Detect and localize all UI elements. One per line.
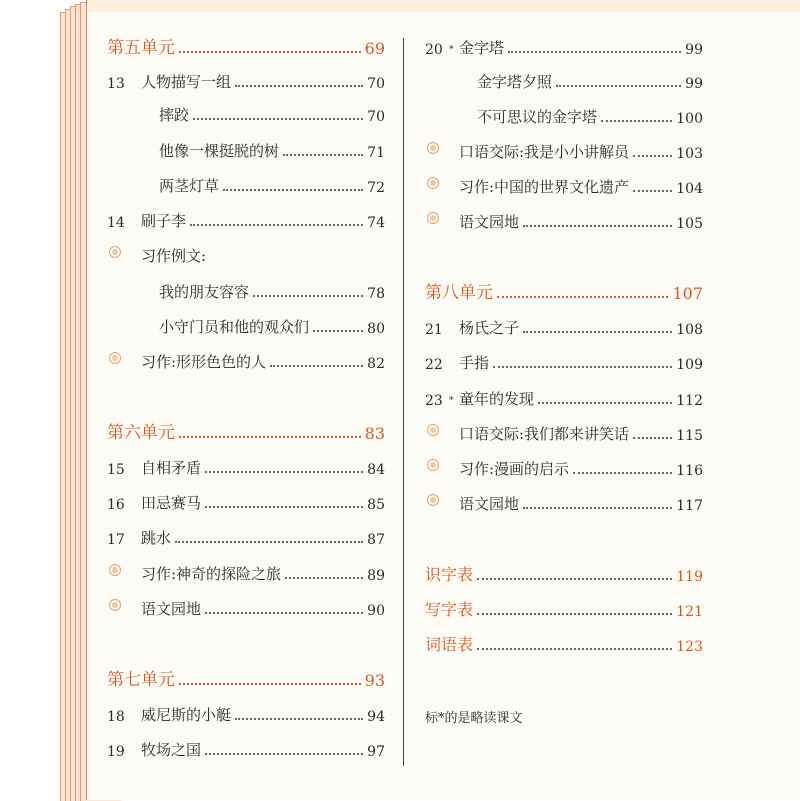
section-title: 口语交际:我们都来讲笑话 <box>459 425 630 443</box>
page-number: 112 <box>676 393 703 409</box>
toc-entry[interactable] <box>107 313 385 337</box>
page-number: 117 <box>676 498 703 514</box>
sub-lesson-title: 摔跤 <box>159 106 190 124</box>
appendix-title: 识字表 <box>425 565 474 584</box>
dot-leader <box>508 51 681 53</box>
lesson-title: 刷子李 <box>141 212 187 230</box>
dot-leader <box>538 402 672 404</box>
dot-leader <box>190 224 363 226</box>
page-number: 85 <box>367 497 385 513</box>
section-title: 习作:神奇的探险之旅 <box>141 565 282 583</box>
sub-lesson-title: 他像一棵挺脱的树 <box>159 142 280 160</box>
section-title: 语文园地 <box>459 495 520 513</box>
toc-entry[interactable] <box>425 34 703 58</box>
toc-entry[interactable] <box>107 595 385 619</box>
dot-leader <box>253 295 363 297</box>
dot-leader <box>313 330 363 332</box>
page-number: 104 <box>676 181 703 197</box>
section-title: 习作例文: <box>141 247 207 265</box>
lesson-title: 人物描写一组 <box>141 73 232 91</box>
dot-leader <box>493 366 672 368</box>
dot-leader <box>283 154 363 156</box>
lesson-title: 金字塔 <box>459 39 505 57</box>
dot-leader <box>556 85 681 87</box>
dot-leader <box>633 190 672 192</box>
circle-bullet-icon <box>427 212 439 224</box>
bullet-wrap <box>425 142 459 162</box>
page-number: 74 <box>367 215 385 231</box>
lesson-title: 跳水 <box>141 529 172 547</box>
dot-leader <box>179 683 361 685</box>
dot-leader <box>601 120 672 122</box>
bullet-wrap <box>425 212 459 232</box>
page-number: 115 <box>676 428 703 444</box>
toc-entry[interactable] <box>107 101 385 125</box>
lesson-title: 童年的发现 <box>459 390 535 408</box>
skim-star-marker: * <box>449 396 454 406</box>
toc-entry[interactable] <box>425 138 703 162</box>
unit-title: 第七单元 <box>107 670 175 690</box>
lesson-number: 16 <box>107 497 125 513</box>
toc-entry[interactable] <box>107 137 385 161</box>
circle-bullet-icon <box>109 352 121 364</box>
circle-bullet-icon <box>109 246 121 258</box>
circle-bullet-icon <box>427 424 439 436</box>
dot-leader <box>235 718 363 720</box>
circle-bullet-icon <box>427 142 439 154</box>
toc-entry[interactable] <box>425 349 703 373</box>
dot-leader <box>285 577 363 579</box>
page-number: 94 <box>367 709 385 725</box>
toc-unit-heading[interactable] <box>107 419 385 443</box>
bullet-wrap <box>425 494 459 514</box>
sub-lesson-title: 我的朋友容容 <box>159 283 250 301</box>
page-number: 103 <box>676 146 703 162</box>
page-number: 78 <box>367 286 385 302</box>
lesson-number: 22 <box>425 357 443 373</box>
toc-entry[interactable] <box>107 348 385 372</box>
toc-entry[interactable] <box>425 490 703 514</box>
circle-bullet-icon <box>427 459 439 471</box>
lesson-number: 20 <box>425 42 443 58</box>
unit-title: 第八单元 <box>425 283 493 303</box>
page-number: 87 <box>367 532 385 548</box>
circle-bullet-icon <box>109 599 121 611</box>
circle-bullet-icon <box>427 494 439 506</box>
bullet-wrap <box>107 564 141 584</box>
lesson-title: 威尼斯的小艇 <box>141 706 232 724</box>
page-top-band <box>88 0 800 12</box>
section-title: 习作:中国的世界文化遗产 <box>459 178 630 196</box>
unit-title: 第六单元 <box>107 423 175 443</box>
dot-leader <box>205 612 363 614</box>
dot-leader <box>270 365 363 367</box>
page-number: 121 <box>676 604 703 620</box>
dot-leader <box>223 189 363 191</box>
sub-lesson-title: 金字塔夕照 <box>477 73 553 91</box>
page-number: 82 <box>367 356 385 372</box>
dot-leader <box>205 471 363 473</box>
lesson-number: 15 <box>107 462 125 478</box>
section-title: 语文园地 <box>459 213 520 231</box>
lesson-number: 19 <box>107 744 125 760</box>
appendix-title: 词语表 <box>425 635 474 654</box>
dot-leader <box>523 225 672 227</box>
appendix-entry[interactable] <box>425 631 703 655</box>
lesson-number: 17 <box>107 532 125 548</box>
skim-star-marker: * <box>449 45 454 55</box>
dot-leader <box>523 331 672 333</box>
lesson-number: 13 <box>107 76 125 92</box>
bullet-wrap <box>107 352 141 372</box>
toc-unit-heading[interactable] <box>107 34 385 58</box>
unit-title: 第五单元 <box>107 38 175 58</box>
lesson-title: 自相矛盾 <box>141 459 202 477</box>
toc-entry[interactable] <box>425 314 703 338</box>
page-number: 108 <box>676 322 703 338</box>
page-number: 69 <box>364 39 385 58</box>
dot-leader <box>497 296 668 298</box>
bullet-wrap <box>425 177 459 197</box>
dot-leader <box>573 472 672 474</box>
toc-entry[interactable] <box>425 68 703 92</box>
toc-unit-heading[interactable] <box>425 279 703 303</box>
toc-entry[interactable] <box>425 173 703 197</box>
page-number: 107 <box>672 284 703 303</box>
lesson-title: 手指 <box>459 354 490 372</box>
sub-lesson-title: 不可思议的金字塔 <box>477 108 598 126</box>
toc-entry[interactable] <box>107 172 385 196</box>
toc-entry[interactable] <box>425 208 703 232</box>
section-title: 习作:形形色色的人 <box>141 353 267 371</box>
dot-leader <box>477 613 672 615</box>
lesson-number: 23 <box>425 393 443 409</box>
dot-leader <box>193 118 363 120</box>
page-number: 70 <box>367 109 385 125</box>
page-number: 72 <box>367 180 385 196</box>
reading-note: 标*的是略读课文 <box>425 711 523 726</box>
page-number: 83 <box>364 424 385 443</box>
section-title: 语文园地 <box>141 600 202 618</box>
bullet-wrap <box>107 246 141 266</box>
toc-entry[interactable] <box>107 68 385 92</box>
page-number: 119 <box>676 569 703 585</box>
lesson-number: 18 <box>107 709 125 725</box>
circle-bullet-icon <box>427 177 439 189</box>
sub-lesson-title: 小守门员和他的观众们 <box>159 318 310 336</box>
page-number: 90 <box>367 603 385 619</box>
toc-entry[interactable] <box>425 385 703 409</box>
section-title: 习作:漫画的启示 <box>459 460 570 478</box>
toc-entry[interactable] <box>107 524 385 548</box>
page-number: 99 <box>685 76 703 92</box>
lesson-number: 21 <box>425 322 443 338</box>
toc-entry[interactable] <box>425 455 703 479</box>
section-title: 口语交际:我是小小讲解员 <box>459 143 630 161</box>
appendix-entry[interactable] <box>425 596 703 620</box>
toc-entry[interactable] <box>107 701 385 725</box>
lesson-title: 杨氏之子 <box>459 319 520 337</box>
page-number: 105 <box>676 216 703 232</box>
toc-entry[interactable] <box>107 489 385 513</box>
page-number: 116 <box>676 463 703 479</box>
lesson-title: 牧场之国 <box>141 741 202 759</box>
appendix-title: 写字表 <box>425 600 474 619</box>
page-number: 84 <box>367 462 385 478</box>
toc-entry[interactable] <box>107 207 385 231</box>
dot-leader <box>633 155 672 157</box>
page-number: 71 <box>367 145 385 161</box>
circle-bullet-icon <box>109 564 121 576</box>
appendix-entry[interactable] <box>425 561 703 585</box>
page-number: 123 <box>676 639 703 655</box>
bullet-wrap <box>425 459 459 479</box>
dot-leader <box>523 507 672 509</box>
toc-unit-heading[interactable] <box>107 666 385 690</box>
lesson-number: 14 <box>107 215 125 231</box>
toc-entry[interactable] <box>107 454 385 478</box>
sub-lesson-title: 两茎灯草 <box>159 177 220 195</box>
dot-leader <box>205 753 363 755</box>
toc-entry[interactable] <box>425 420 703 444</box>
page-number: 99 <box>685 42 703 58</box>
dot-leader <box>477 648 672 650</box>
page-number: 89 <box>367 568 385 584</box>
page-number: 109 <box>676 357 703 373</box>
toc-entry[interactable] <box>107 278 385 302</box>
page-number: 70 <box>367 76 385 92</box>
toc-entry[interactable] <box>425 103 703 127</box>
bullet-wrap <box>425 424 459 444</box>
toc-entry[interactable] <box>107 736 385 760</box>
dot-leader <box>175 541 363 543</box>
bullet-wrap <box>107 599 141 619</box>
toc-entry[interactable] <box>107 242 385 266</box>
page-number: 93 <box>364 671 385 690</box>
toc-entry[interactable] <box>107 560 385 584</box>
lesson-title: 田忌赛马 <box>141 494 202 512</box>
dot-leader <box>633 437 672 439</box>
dot-leader <box>205 506 363 508</box>
dot-leader <box>179 436 361 438</box>
dot-leader <box>235 85 363 87</box>
dot-leader <box>179 51 361 53</box>
column-divider <box>403 38 404 766</box>
page-number: 80 <box>367 321 385 337</box>
page-number: 97 <box>367 744 385 760</box>
dot-leader <box>477 578 672 580</box>
page-number: 100 <box>676 111 703 127</box>
